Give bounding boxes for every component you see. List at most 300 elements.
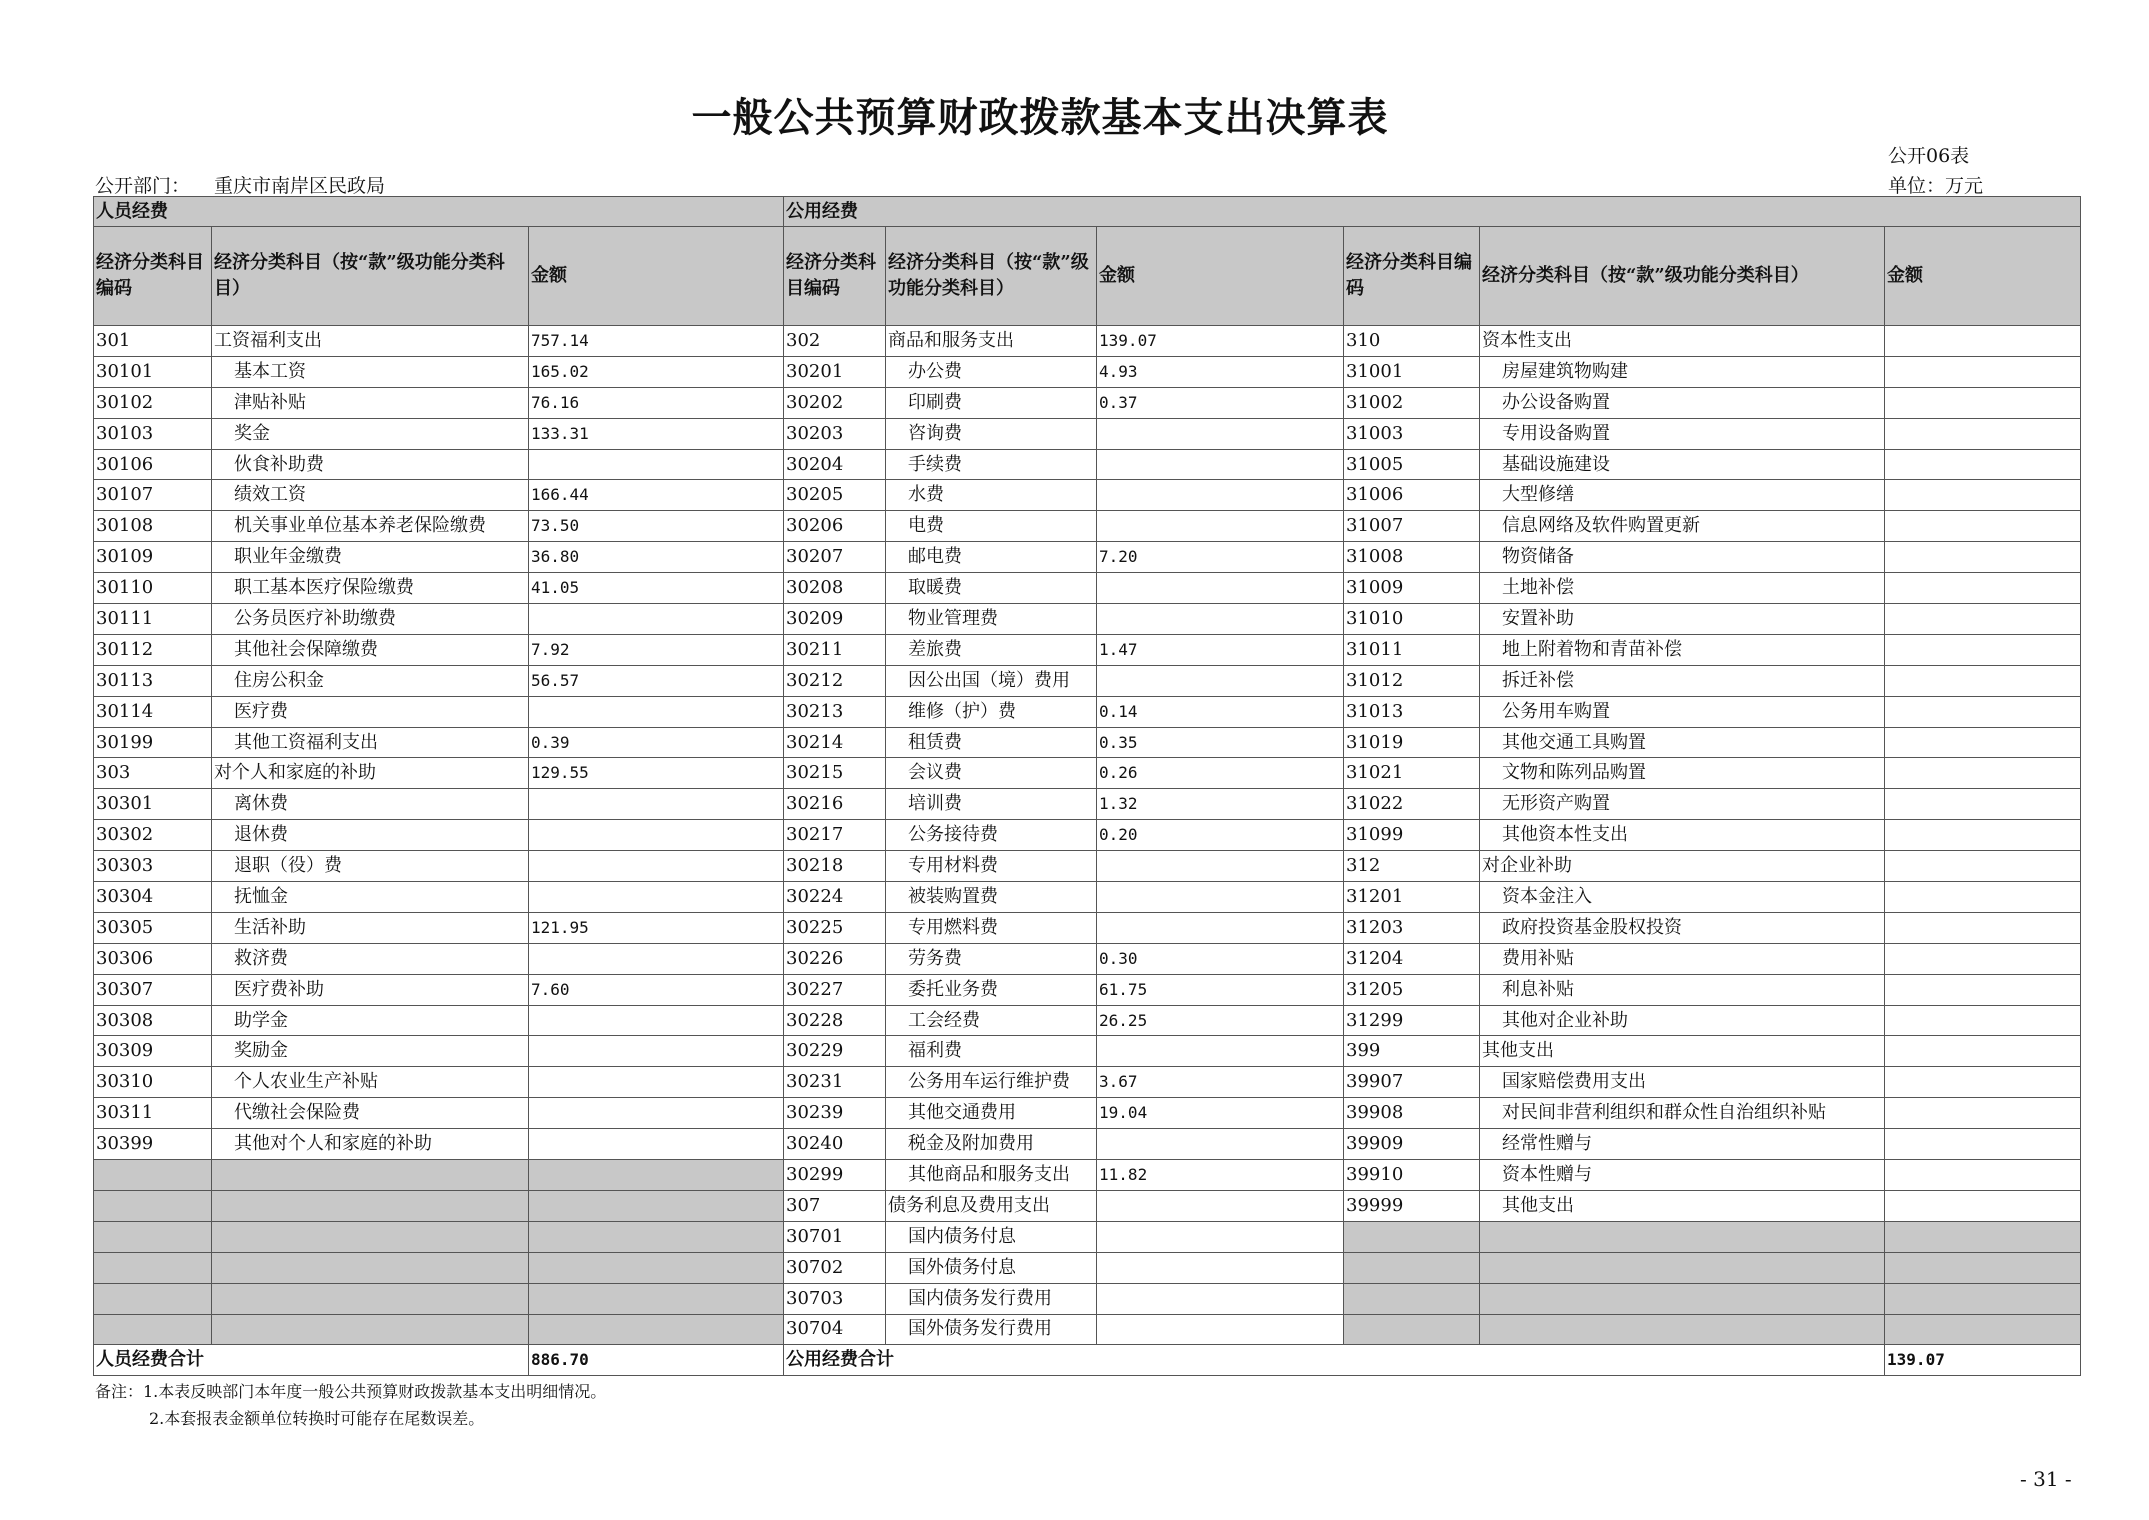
cell-amount-a: [529, 1283, 784, 1314]
table-row: [94, 974, 2081, 1005]
cell-amount-c: [1885, 1160, 2081, 1191]
cell-name-c: [1480, 1252, 1885, 1283]
col-header-code-c: 经济分类科目编码: [1344, 227, 1480, 326]
cell-name-b: 国内债务发行费用: [886, 1283, 1097, 1314]
cell-name-c: [1480, 1314, 1885, 1345]
cell-name-b: 咨询费: [886, 418, 1097, 449]
cell-name-b: 公务用车运行维护费: [886, 1067, 1097, 1098]
note-2: 2.本套报表金额单位转换时可能存在尾数误差。: [149, 1409, 485, 1428]
cell-name-b: 物业管理费: [886, 604, 1097, 635]
cell-name-b: 专用材料费: [886, 851, 1097, 882]
cell-code-a: [94, 1160, 212, 1191]
cell-code-c: 31002: [1344, 387, 1480, 418]
cell-code-a: 30112: [94, 634, 212, 665]
cell-code-c: 31003: [1344, 418, 1480, 449]
cell-code-a: 30305: [94, 912, 212, 943]
cell-amount-a: [529, 1129, 784, 1160]
table-row: [94, 789, 2081, 820]
cell-name-b: 维修（护）费: [886, 696, 1097, 727]
cell-amount-b: [1097, 449, 1344, 480]
table-row: [94, 851, 2081, 882]
cell-code-c: 31011: [1344, 634, 1480, 665]
cell-code-c: 39999: [1344, 1190, 1480, 1221]
cell-name-a: 退职（役）费: [212, 851, 529, 882]
cell-amount-b: [1097, 418, 1344, 449]
cell-code-b: 30299: [784, 1160, 886, 1191]
table-row: [94, 511, 2081, 542]
cell-code-b: 30225: [784, 912, 886, 943]
cell-amount-c: [1885, 1036, 2081, 1067]
table-row: [94, 665, 2081, 696]
cell-code-c: 31021: [1344, 758, 1480, 789]
table-row: [94, 1067, 2081, 1098]
cell-name-a: 医疗费: [212, 696, 529, 727]
cell-amount-b: 7.20: [1097, 542, 1344, 573]
table-body: [94, 197, 2081, 1376]
table-row: [94, 604, 2081, 635]
cell-name-a: 住房公积金: [212, 665, 529, 696]
col-header-code-a: 经济分类科目编码: [94, 227, 212, 326]
cell-amount-a: 121.95: [529, 912, 784, 943]
cell-amount-c: [1885, 974, 2081, 1005]
cell-name-c: 其他资本性支出: [1480, 820, 1885, 851]
cell-code-c: 39908: [1344, 1098, 1480, 1129]
cell-amount-a: [529, 449, 784, 480]
cell-amount-a: [529, 1252, 784, 1283]
cell-amount-c: [1885, 882, 2081, 913]
cell-name-b: 被装购置费: [886, 882, 1097, 913]
table-row: [94, 1252, 2081, 1283]
cell-amount-c: [1885, 511, 2081, 542]
cell-name-c: 其他支出: [1480, 1036, 1885, 1067]
table-row: [94, 1160, 2081, 1191]
cell-name-a: 其他社会保障缴费: [212, 634, 529, 665]
cell-amount-a: [529, 1190, 784, 1221]
cell-amount-a: [529, 789, 784, 820]
cell-amount-b: [1097, 851, 1344, 882]
cell-code-b: 30703: [784, 1283, 886, 1314]
cell-amount-b: 0.14: [1097, 696, 1344, 727]
cell-code-a: 30308: [94, 1005, 212, 1036]
cell-name-b: 商品和服务支出: [886, 326, 1097, 357]
cell-name-b: 债务利息及费用支出: [886, 1190, 1097, 1221]
cell-amount-c: [1885, 1190, 2081, 1221]
cell-code-b: 30216: [784, 789, 886, 820]
cell-code-b: 30229: [784, 1036, 886, 1067]
cell-name-c: 专用设备购置: [1480, 418, 1885, 449]
cell-amount-a: [529, 882, 784, 913]
cell-amount-a: [529, 1098, 784, 1129]
cell-name-a: 职工基本医疗保险缴费: [212, 573, 529, 604]
cell-code-a: 30108: [94, 511, 212, 542]
cell-name-b: 差旅费: [886, 634, 1097, 665]
cell-amount-b: [1097, 912, 1344, 943]
cell-name-a: 津贴补贴: [212, 387, 529, 418]
cell-amount-b: [1097, 511, 1344, 542]
cell-amount-c: [1885, 820, 2081, 851]
page-number: - 31 -: [2020, 1467, 2072, 1491]
cell-code-a: 30103: [94, 418, 212, 449]
cell-name-b: 租赁费: [886, 727, 1097, 758]
cell-code-b: 30213: [784, 696, 886, 727]
cell-amount-b: 1.47: [1097, 634, 1344, 665]
cell-code-a: 30307: [94, 974, 212, 1005]
cell-name-b: 电费: [886, 511, 1097, 542]
cell-name-a: 伙食补助费: [212, 449, 529, 480]
cell-name-c: 利息补贴: [1480, 974, 1885, 1005]
section-public: 公用经费: [784, 197, 2081, 227]
cell-name-a: 基本工资: [212, 356, 529, 387]
cell-name-a: 代缴社会保险费: [212, 1098, 529, 1129]
cell-code-c: [1344, 1283, 1480, 1314]
cell-code-a: 30110: [94, 573, 212, 604]
cell-name-b: 国外债务发行费用: [886, 1314, 1097, 1345]
cell-code-c: 39910: [1344, 1160, 1480, 1191]
col-header-amount-a: 金额: [529, 227, 784, 326]
cell-name-c: 办公设备购置: [1480, 387, 1885, 418]
notes: [95, 1378, 606, 1432]
cell-name-c: 安置补助: [1480, 604, 1885, 635]
cell-amount-c: [1885, 356, 2081, 387]
cell-amount-c: [1885, 1252, 2081, 1283]
cell-code-c: [1344, 1252, 1480, 1283]
cell-amount-c: [1885, 573, 2081, 604]
cell-amount-b: [1097, 480, 1344, 511]
cell-name-b: 税金及附加费用: [886, 1129, 1097, 1160]
cell-code-a: 30310: [94, 1067, 212, 1098]
cell-code-c: 31205: [1344, 974, 1480, 1005]
cell-code-a: 30111: [94, 604, 212, 635]
cell-amount-c: [1885, 634, 2081, 665]
cell-name-c: 政府投资基金股权投资: [1480, 912, 1885, 943]
cell-name-b: 手续费: [886, 449, 1097, 480]
department-name: 重庆市南岸区民政局: [214, 175, 386, 197]
cell-code-b: 302: [784, 326, 886, 357]
cell-amount-a: [529, 820, 784, 851]
personnel-total-value: 886.70: [529, 1345, 784, 1376]
cell-code-b: 30208: [784, 573, 886, 604]
cell-code-a: [94, 1221, 212, 1252]
cell-code-b: 30704: [784, 1314, 886, 1345]
cell-code-c: 31013: [1344, 696, 1480, 727]
cell-name-c: 大型修缮: [1480, 480, 1885, 511]
cell-code-a: 301: [94, 326, 212, 357]
cell-code-a: [94, 1190, 212, 1221]
cell-name-c: 房屋建筑物购建: [1480, 356, 1885, 387]
table-row: [94, 696, 2081, 727]
cell-name-b: 工会经费: [886, 1005, 1097, 1036]
cell-amount-b: [1097, 1252, 1344, 1283]
cell-name-a: 医疗费补助: [212, 974, 529, 1005]
cell-name-c: 资本性赠与: [1480, 1160, 1885, 1191]
cell-code-c: 31022: [1344, 789, 1480, 820]
cell-amount-c: [1885, 851, 2081, 882]
cell-name-a: [212, 1160, 529, 1191]
cell-amount-b: [1097, 1036, 1344, 1067]
cell-name-a: 其他对个人和家庭的补助: [212, 1129, 529, 1160]
table-row: [94, 387, 2081, 418]
cell-code-b: 30227: [784, 974, 886, 1005]
table-row: [94, 1221, 2081, 1252]
public-total-label: 公用经费合计: [784, 1345, 1885, 1376]
cell-amount-b: 19.04: [1097, 1098, 1344, 1129]
cell-code-a: 30102: [94, 387, 212, 418]
cell-amount-a: 36.80: [529, 542, 784, 573]
table-row: [94, 882, 2081, 913]
table-row: [94, 573, 2081, 604]
col-header-name-a: 经济分类科目（按“款”级功能分类科目）: [212, 227, 529, 326]
cell-name-c: 资本性支出: [1480, 326, 1885, 357]
cell-code-a: 30303: [94, 851, 212, 882]
cell-code-a: 30113: [94, 665, 212, 696]
cell-code-a: 30109: [94, 542, 212, 573]
cell-code-c: 31007: [1344, 511, 1480, 542]
cell-name-a: 机关事业单位基本养老保险缴费: [212, 511, 529, 542]
cell-code-a: [94, 1252, 212, 1283]
table-row: [94, 542, 2081, 573]
cell-amount-a: [529, 1036, 784, 1067]
cell-code-b: 30211: [784, 634, 886, 665]
cell-amount-b: [1097, 665, 1344, 696]
cell-code-b: 30239: [784, 1098, 886, 1129]
cell-amount-b: 0.20: [1097, 820, 1344, 851]
table-row: [94, 418, 2081, 449]
table-row: [94, 356, 2081, 387]
cell-name-b: 公务接待费: [886, 820, 1097, 851]
cell-name-a: 离休费: [212, 789, 529, 820]
cell-code-b: 30240: [784, 1129, 886, 1160]
cell-code-c: 31099: [1344, 820, 1480, 851]
unit-label: 单位：万元: [1888, 175, 1984, 197]
cell-name-a: 其他工资福利支出: [212, 727, 529, 758]
cell-name-a: [212, 1190, 529, 1221]
cell-code-c: 31010: [1344, 604, 1480, 635]
cell-code-b: 30228: [784, 1005, 886, 1036]
cell-name-c: 费用补贴: [1480, 943, 1885, 974]
cell-code-c: 39907: [1344, 1067, 1480, 1098]
table-row: [94, 1005, 2081, 1036]
cell-amount-b: 1.32: [1097, 789, 1344, 820]
cell-amount-b: [1097, 1129, 1344, 1160]
cell-amount-a: [529, 696, 784, 727]
col-header-name-b: 经济分类科目（按“款”级功能分类科目）: [886, 227, 1097, 326]
cell-name-b: 委托业务费: [886, 974, 1097, 1005]
cell-name-c: 其他对企业补助: [1480, 1005, 1885, 1036]
table-row: [94, 1129, 2081, 1160]
cell-name-b: 印刷费: [886, 387, 1097, 418]
table-row: [94, 480, 2081, 511]
col-header-code-b: 经济分类科目编码: [784, 227, 886, 326]
cell-code-c: 31005: [1344, 449, 1480, 480]
cell-code-a: [94, 1314, 212, 1345]
cell-code-c: 31299: [1344, 1005, 1480, 1036]
cell-code-b: 30202: [784, 387, 886, 418]
cell-amount-a: [529, 1160, 784, 1191]
cell-amount-b: [1097, 1314, 1344, 1345]
cell-name-c: 物资储备: [1480, 542, 1885, 573]
column-header-row: [94, 227, 2081, 326]
personnel-total-label: 人员经费合计: [94, 1345, 529, 1376]
cell-code-b: 30209: [784, 604, 886, 635]
cell-amount-a: [529, 943, 784, 974]
cell-name-c: [1480, 1221, 1885, 1252]
cell-amount-a: 129.55: [529, 758, 784, 789]
cell-amount-c: [1885, 449, 2081, 480]
cell-code-c: 31019: [1344, 727, 1480, 758]
cell-name-c: 经常性赠与: [1480, 1129, 1885, 1160]
cell-amount-a: 757.14: [529, 326, 784, 357]
cell-amount-c: [1885, 542, 2081, 573]
cell-amount-b: 11.82: [1097, 1160, 1344, 1191]
cell-name-a: 退休费: [212, 820, 529, 851]
cell-name-c: 土地补偿: [1480, 573, 1885, 604]
cell-code-c: 31203: [1344, 912, 1480, 943]
cell-name-c: 其他支出: [1480, 1190, 1885, 1221]
cell-amount-b: 0.35: [1097, 727, 1344, 758]
cell-code-c: 310: [1344, 326, 1480, 357]
cell-code-c: 399: [1344, 1036, 1480, 1067]
table-row: [94, 1098, 2081, 1129]
cell-name-c: 对民间非营利组织和群众性自治组织补贴: [1480, 1098, 1885, 1129]
cell-code-a: 30101: [94, 356, 212, 387]
cell-amount-c: [1885, 1005, 2081, 1036]
table-row: [94, 820, 2081, 851]
cell-code-b: 30212: [784, 665, 886, 696]
cell-name-a: 抚恤金: [212, 882, 529, 913]
cell-name-b: 取暖费: [886, 573, 1097, 604]
table-row: [94, 758, 2081, 789]
cell-amount-b: 26.25: [1097, 1005, 1344, 1036]
cell-amount-c: [1885, 387, 2081, 418]
cell-name-a: 工资福利支出: [212, 326, 529, 357]
cell-amount-c: [1885, 1098, 2081, 1129]
cell-amount-c: [1885, 1221, 2081, 1252]
cell-code-c: 31204: [1344, 943, 1480, 974]
table-row: [94, 1190, 2081, 1221]
cell-amount-c: [1885, 418, 2081, 449]
cell-amount-a: [529, 1314, 784, 1345]
cell-amount-a: 0.39: [529, 727, 784, 758]
cell-name-b: 国内债务付息: [886, 1221, 1097, 1252]
cell-code-c: 31008: [1344, 542, 1480, 573]
cell-name-a: 职业年金缴费: [212, 542, 529, 573]
cell-code-c: 312: [1344, 851, 1480, 882]
cell-name-b: 培训费: [886, 789, 1097, 820]
cell-code-b: 30205: [784, 480, 886, 511]
cell-code-c: [1344, 1221, 1480, 1252]
cell-code-a: 30304: [94, 882, 212, 913]
cell-name-b: 因公出国（境）费用: [886, 665, 1097, 696]
table-row: [94, 449, 2081, 480]
cell-amount-a: 7.92: [529, 634, 784, 665]
cell-name-a: 公务员医疗补助缴费: [212, 604, 529, 635]
cell-amount-c: [1885, 326, 2081, 357]
cell-code-b: 30215: [784, 758, 886, 789]
cell-amount-a: 76.16: [529, 387, 784, 418]
cell-amount-b: 61.75: [1097, 974, 1344, 1005]
cell-code-b: 30224: [784, 882, 886, 913]
cell-amount-b: 3.67: [1097, 1067, 1344, 1098]
cell-amount-b: [1097, 604, 1344, 635]
cell-name-c: 基础设施建设: [1480, 449, 1885, 480]
table-row: [94, 326, 2081, 357]
cell-name-a: 助学金: [212, 1005, 529, 1036]
cell-name-a: [212, 1221, 529, 1252]
cell-name-c: 公务用车购置: [1480, 696, 1885, 727]
cell-name-a: 生活补助: [212, 912, 529, 943]
cell-name-c: [1480, 1283, 1885, 1314]
cell-code-a: 30306: [94, 943, 212, 974]
cell-name-b: 劳务费: [886, 943, 1097, 974]
public-total-value: 139.07: [1885, 1345, 2081, 1376]
cell-code-c: 39909: [1344, 1129, 1480, 1160]
cell-name-c: 地上附着物和青苗补偿: [1480, 634, 1885, 665]
cell-amount-b: 4.93: [1097, 356, 1344, 387]
cell-code-a: 30302: [94, 820, 212, 851]
cell-code-c: 31006: [1344, 480, 1480, 511]
cell-amount-c: [1885, 1283, 2081, 1314]
cell-amount-b: 0.37: [1097, 387, 1344, 418]
table-row: [94, 727, 2081, 758]
cell-name-a: 奖励金: [212, 1036, 529, 1067]
cell-code-c: 31009: [1344, 573, 1480, 604]
cell-amount-a: 41.05: [529, 573, 784, 604]
department-line: [95, 171, 385, 198]
department-label: 公开部门：: [95, 175, 191, 197]
cell-amount-b: 0.26: [1097, 758, 1344, 789]
cell-amount-a: [529, 1067, 784, 1098]
cell-code-a: 30301: [94, 789, 212, 820]
cell-amount-c: [1885, 1129, 2081, 1160]
cell-amount-c: [1885, 943, 2081, 974]
cell-amount-b: [1097, 882, 1344, 913]
cell-code-b: 30702: [784, 1252, 886, 1283]
cell-name-b: 邮电费: [886, 542, 1097, 573]
cell-code-a: 30309: [94, 1036, 212, 1067]
section-header-row: [94, 197, 2081, 227]
cell-amount-c: [1885, 1067, 2081, 1098]
cell-amount-a: 165.02: [529, 356, 784, 387]
cell-amount-b: [1097, 1190, 1344, 1221]
cell-amount-c: [1885, 727, 2081, 758]
cell-code-c: [1344, 1314, 1480, 1345]
table-row: [94, 1283, 2081, 1314]
cell-amount-c: [1885, 665, 2081, 696]
cell-amount-c: [1885, 1314, 2081, 1345]
cell-code-c: 31201: [1344, 882, 1480, 913]
totals-row: [94, 1345, 2081, 1376]
cell-code-b: 307: [784, 1190, 886, 1221]
cell-name-b: 其他交通费用: [886, 1098, 1097, 1129]
cell-name-b: 其他商品和服务支出: [886, 1160, 1097, 1191]
cell-code-b: 30217: [784, 820, 886, 851]
page-title: 一般公共预算财政拨款基本支出决算表: [691, 95, 1389, 141]
cell-amount-b: 139.07: [1097, 326, 1344, 357]
cell-amount-c: [1885, 480, 2081, 511]
cell-name-b: 国外债务付息: [886, 1252, 1097, 1283]
cell-amount-a: 166.44: [529, 480, 784, 511]
cell-name-a: 绩效工资: [212, 480, 529, 511]
cell-name-a: 救济费: [212, 943, 529, 974]
table-row: [94, 912, 2081, 943]
cell-code-a: [94, 1283, 212, 1314]
form-number: 公开06表: [1888, 145, 1970, 167]
cell-name-a: [212, 1283, 529, 1314]
cell-amount-a: [529, 604, 784, 635]
cell-code-b: 30231: [784, 1067, 886, 1098]
cell-code-a: 30106: [94, 449, 212, 480]
cell-name-c: 文物和陈列品购置: [1480, 758, 1885, 789]
